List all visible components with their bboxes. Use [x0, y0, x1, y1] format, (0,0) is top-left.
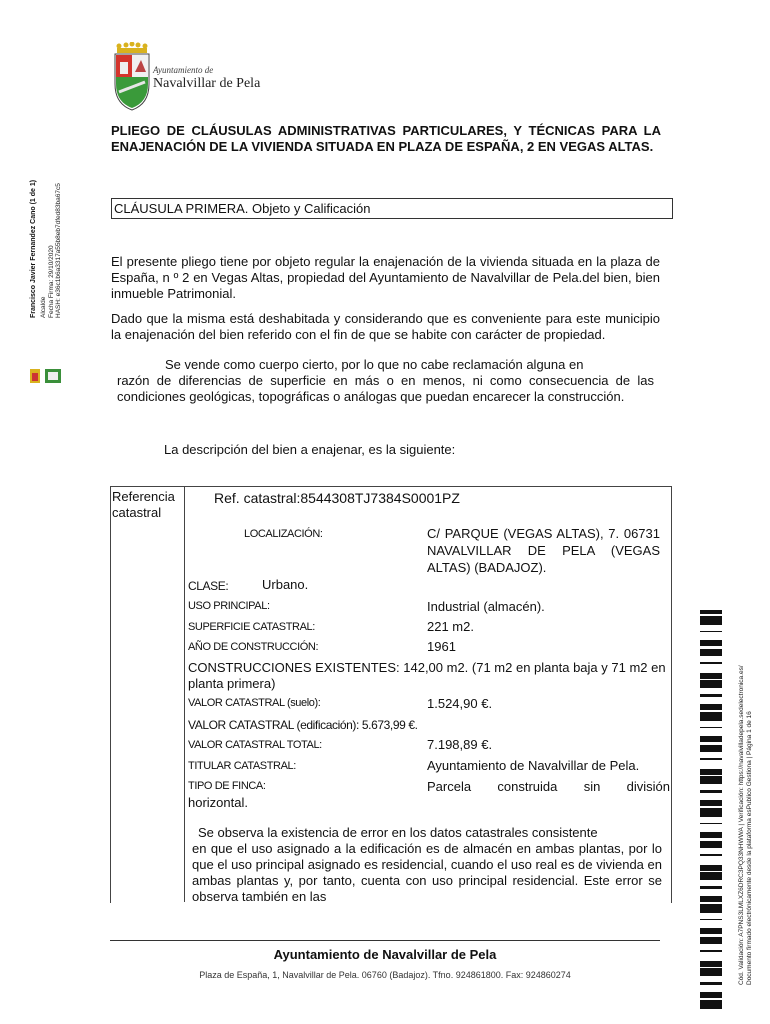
- clase-label: CLASE:: [188, 579, 229, 593]
- paragraph-objeto: El presente pliego tiene por objeto regular la enajenación de la vivienda situada en la plaza de España, n º 2 en Vegas Altas, propiedad del Ayuntamiento de Navalvillar de Pela.del bien, bien inmueble Patrimonial.: [111, 254, 660, 301]
- clase-value: Urbano.: [262, 577, 309, 592]
- paragraph-deshabitada: Dado que la misma está deshabitada y considerando que es conveniente para este municipio la enajenación del bien referido con el fin de que se habite con carácter de propiedad.: [111, 311, 660, 342]
- logo-name: Navalvillar de Pela: [153, 76, 261, 91]
- localizacion-value: C/ PARQUE (VEGAS ALTAS), 7. 06731 NAVALVILLAR DE PELA (VEGAS ALTAS) (BADAJOZ).: [427, 526, 660, 575]
- valor-suelo-label: VALOR CATASTRAL (suelo):: [188, 697, 321, 709]
- footer-address: Plaza de España, 1, Navalvillar de Pela. 06760 (Badajoz). Tfno. 924861800. Fax: 924860274: [199, 970, 571, 980]
- valor-edificacion: VALOR CATASTRAL (edificación): 5.673,99 €.: [188, 718, 418, 732]
- paragraph-cuerpo-cierto: [117, 357, 654, 405]
- uso-label: USO PRINCIPAL:: [188, 600, 270, 612]
- signature-date: Fecha Firma: 29/10/2020: [47, 245, 55, 318]
- observation-rest: en que el uso asignado a la edificación es de almacén en ambas plantas, por lo que el uso principal asignado es residencial, cuando el uso real es de vivienda en ambas plantas y, por tanto, cuenta con uso principal residencial. Este error se observa también en las: [192, 841, 662, 904]
- validation-line-2: Documento firmado electrónicamente desde la plataforma esPublico Gestiona | Página 1 de 16: [746, 711, 753, 985]
- valor-suelo-value: 1.524,90 €.: [427, 696, 493, 711]
- document-title: PLIEGO DE CLÁUSULAS ADMINISTRATIVAS PARTICULARES, Y TÉCNICAS PARA LA ENAJENACIÓN DE LA VIVIENDA SITUADA EN PLAZA DE ESPAÑA, 2 EN VEGAS ALTAS.: [111, 123, 661, 154]
- valor-total-value: 7.198,89 €.: [427, 737, 493, 752]
- paragraph-cuerpo-cierto-first: Se vende como cuerpo cierto, por lo que no cabe reclamación alguna en: [165, 357, 584, 372]
- validation-line-1: Cód. Validación: A7PNS3LMLXZ6DRC3PQ33NHWWA | Verificación: https://navalvilladepela.sedelectronica.es/: [738, 665, 745, 985]
- validation-text: [738, 665, 754, 985]
- clause-heading: CLÁUSULA PRIMERA. Objeto y Calificación: [111, 198, 673, 219]
- anio-label: AÑO DE CONSTRUCCIÓN:: [188, 641, 319, 653]
- localizacion-label: LOCALIZACIÓN:: [244, 528, 323, 540]
- logo-superscript: Ayuntamiento de: [153, 65, 214, 75]
- tipo-value: Parcela construida sin división: [427, 779, 670, 794]
- tipo-label: TIPO DE FINCA:: [188, 780, 266, 792]
- barcode: [700, 610, 722, 1015]
- observation-first: Se observa la existencia de error en los datos catastrales consistente: [198, 825, 598, 840]
- paragraph-cuerpo-cierto-rest: razón de diferencias de superficie en más o en menos, ni como consecuencia de las condiciones geológicas, topográficas o análogas que puedan encarecer la construcción.: [117, 373, 654, 404]
- signature-logo: [27, 368, 63, 384]
- ref-label: Referencia catastral: [112, 489, 175, 520]
- superficie-label: SUPERFICIE CATASTRAL:: [188, 621, 315, 633]
- uso-value: Industrial (almacén).: [427, 599, 545, 614]
- footer-divider: [110, 940, 660, 941]
- footer-title: Ayuntamiento de Navalvillar de Pela: [273, 947, 497, 962]
- construcciones: CONSTRUCCIONES EXISTENTES: 142,00 m2. (71 m2 en planta baja y 71 m2 en planta primera): [188, 660, 666, 691]
- table-column-divider: [184, 486, 185, 902]
- ref-value: Ref. catastral:8544308TJ7384S0001PZ: [214, 490, 460, 506]
- anio-value: 1961: [427, 639, 456, 654]
- signature-details: [40, 183, 63, 318]
- superficie-value: 221 m2.: [427, 619, 474, 634]
- tipo-continuation: horizontal.: [188, 795, 248, 810]
- signature-hash: HASH: e36c1b6a3317a55b8eb7dfed83ba67c5: [55, 183, 62, 318]
- paragraph-descripcion: La descripción del bien a enajenar, es la siguiente:: [164, 442, 456, 457]
- observation-paragraph: [192, 825, 662, 905]
- valor-total-label: VALOR CATASTRAL TOTAL:: [188, 739, 322, 751]
- titular-label: TITULAR CATASTRAL:: [188, 760, 296, 772]
- signature-role: Alcalde: [40, 296, 47, 318]
- titular-value: Ayuntamiento de Navalvillar de Pela.: [427, 758, 640, 773]
- signature-name: Francisco Javier Fernandez Cano (1 de 1): [30, 179, 37, 318]
